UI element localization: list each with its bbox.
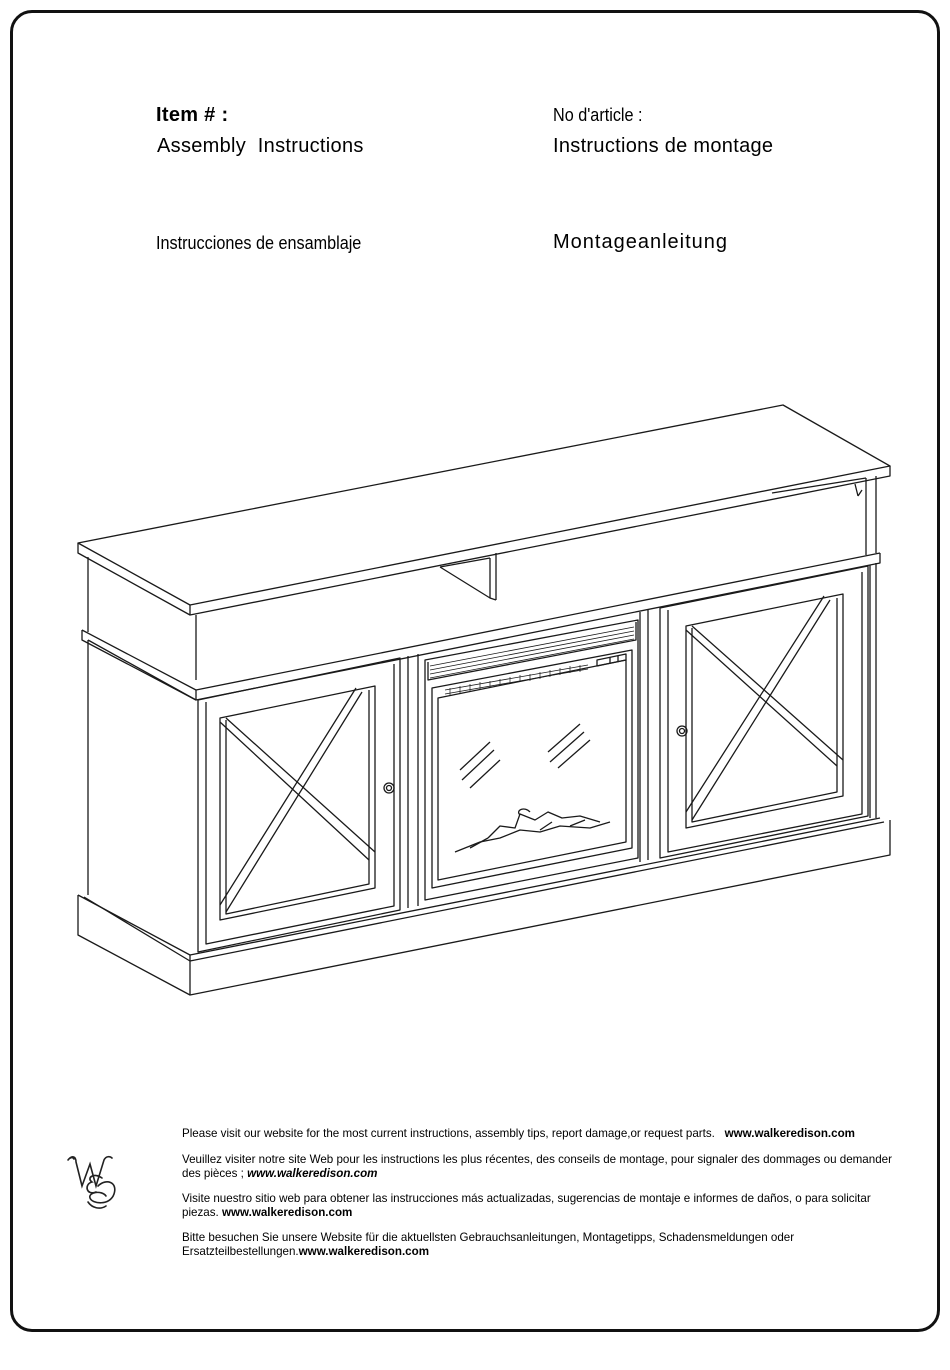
footer-notice-fr — [182, 1153, 910, 1181]
footer-text-es: Visite nuestro sitio web para obtener las instrucciones más actualizadas, sugerencias de montaje e informes de daños, o para solicitar piezas. — [182, 1192, 871, 1219]
walker-edison-monogram-icon — [62, 1148, 132, 1218]
footer-text-fr: Veuillez visiter notre site Web pour les instructions les plus récentes, des conseils de montage, pour signaler des dommages ou demander des pièces ; — [182, 1153, 892, 1180]
assembly-instructions-fr: Instructions de montage — [553, 135, 774, 157]
website-link-fr[interactable]: www.walkeredison.com — [247, 1167, 378, 1180]
website-link-en[interactable]: www.walkeredison.com — [724, 1127, 855, 1140]
article-number-label-fr: No d'article : — [553, 105, 643, 125]
item-number-label: Item # : — [156, 104, 229, 126]
assembly-instructions-es: Instrucciones de ensamblaje — [156, 233, 362, 253]
website-link-de[interactable]: www.walkeredison.com — [298, 1245, 430, 1258]
assembly-instructions-en: Assembly Instructions — [157, 135, 364, 157]
footer-text-en: Please visit our website for the most current instructions, assembly tips, report damage,or request parts. — [182, 1127, 715, 1140]
assembly-instructions-de: Montageanleitung — [553, 231, 729, 253]
footer-notice-en — [182, 1127, 910, 1141]
footer-notice-de — [182, 1231, 910, 1259]
footer-notice-es — [182, 1192, 910, 1220]
footer-text-de: Bitte besuchen Sie unsere Website für die aktuellsten Gebrauchsanleitungen, Montagetipps, Schadensmeldungen oder Ersatzteilbestellungen. — [182, 1231, 795, 1258]
website-link-es[interactable]: www.walkeredison.com — [221, 1206, 353, 1219]
